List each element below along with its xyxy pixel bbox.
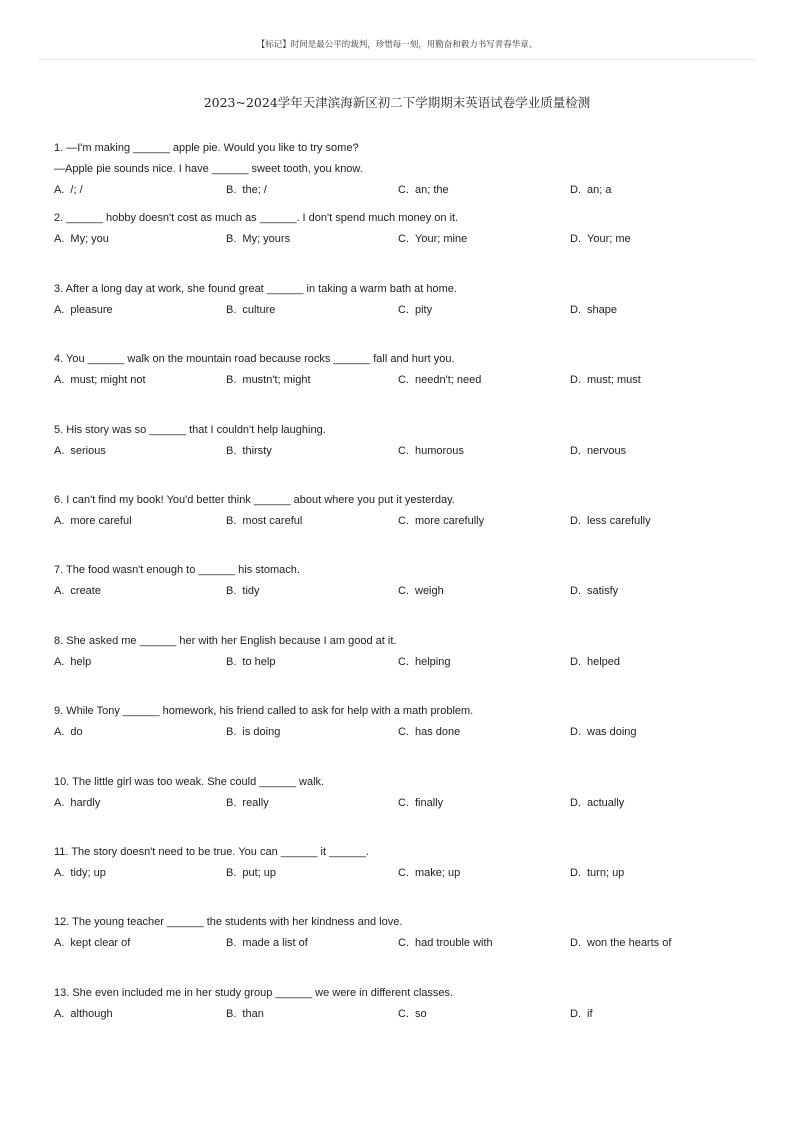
answer-options bbox=[54, 722, 754, 743]
option-letter: B. bbox=[226, 655, 237, 668]
question-item bbox=[54, 349, 754, 419]
option-letter: C. bbox=[398, 444, 409, 457]
question-stem: 4. You ______ walk on the mountain road because rocks ______ fall and hurt you. bbox=[54, 353, 455, 366]
option-text: if bbox=[587, 1007, 593, 1020]
answer-option bbox=[570, 180, 611, 201]
option-letter: B. bbox=[226, 444, 237, 457]
answer-option bbox=[54, 511, 132, 532]
question-stem: 9. While Tony ______ homework, his friend called to ask for help with a math problem. bbox=[54, 705, 474, 718]
question-item bbox=[54, 842, 754, 912]
option-text: turn; up bbox=[587, 866, 625, 879]
option-text: make; up bbox=[415, 866, 461, 879]
answer-option bbox=[398, 441, 464, 462]
option-letter: C. bbox=[398, 655, 409, 668]
header-note: 【标记】时间是最公平的裁判，珍惜每一刻，用勤奋和毅力书写青春华章。 bbox=[256, 40, 538, 50]
answer-option bbox=[398, 1004, 427, 1025]
option-letter: D. bbox=[570, 796, 581, 809]
option-text: shape bbox=[587, 303, 617, 316]
option-letter: B. bbox=[226, 585, 237, 598]
question-stem: 12. The young teacher ______ the students with her kindness and love. bbox=[54, 916, 403, 929]
answer-option bbox=[226, 722, 280, 743]
option-letter: D. bbox=[570, 233, 581, 246]
option-text: culture bbox=[242, 303, 276, 316]
option-text: helped bbox=[587, 655, 621, 668]
option-text: Your; me bbox=[587, 233, 631, 246]
option-letter: C. bbox=[398, 796, 409, 809]
answer-option bbox=[398, 581, 444, 602]
answer-option bbox=[398, 863, 460, 884]
option-text: than bbox=[242, 1007, 264, 1020]
option-text: an; the bbox=[415, 184, 449, 196]
question-item bbox=[54, 701, 754, 771]
option-letter: C. bbox=[398, 184, 409, 196]
answer-options bbox=[54, 933, 754, 954]
option-letter: D. bbox=[570, 655, 581, 668]
option-text: had trouble with bbox=[415, 937, 493, 950]
answer-options bbox=[54, 229, 754, 250]
answer-option bbox=[54, 229, 109, 250]
question-item bbox=[54, 631, 754, 701]
answer-option bbox=[570, 863, 624, 884]
option-text: actually bbox=[587, 796, 625, 809]
question-item bbox=[54, 420, 754, 490]
option-letter: C. bbox=[398, 233, 409, 246]
option-text: My; you bbox=[70, 233, 109, 246]
answer-option bbox=[226, 863, 276, 884]
option-text: hardly bbox=[70, 796, 101, 809]
answer-option bbox=[54, 370, 146, 391]
option-text: is doing bbox=[242, 726, 281, 739]
option-letter: A. bbox=[54, 303, 65, 316]
question-item bbox=[54, 490, 754, 560]
question-stem: 7. The food wasn't enough to ______ his stomach. bbox=[54, 564, 300, 577]
option-letter: B. bbox=[226, 1007, 237, 1020]
answer-option bbox=[570, 441, 626, 462]
option-letter: D. bbox=[570, 374, 581, 387]
option-text: the; / bbox=[242, 184, 267, 196]
answer-option bbox=[54, 863, 106, 884]
answer-option bbox=[570, 300, 617, 321]
answer-option bbox=[226, 441, 272, 462]
answer-options bbox=[54, 300, 754, 321]
answer-option bbox=[54, 581, 101, 602]
option-letter: C. bbox=[398, 374, 409, 387]
option-text: finally bbox=[415, 796, 444, 809]
question-item bbox=[54, 560, 754, 630]
option-text: less carefully bbox=[587, 514, 651, 527]
option-text: weigh bbox=[415, 585, 444, 598]
option-letter: D. bbox=[570, 937, 581, 950]
answer-option bbox=[398, 722, 460, 743]
question-stem: —Apple pie sounds nice. I have ______ sweet tooth, you know. bbox=[54, 163, 363, 175]
option-letter: C. bbox=[398, 303, 409, 316]
question-item bbox=[54, 983, 754, 1053]
answer-option bbox=[226, 933, 308, 954]
option-letter: D. bbox=[570, 303, 581, 316]
option-text: must; might not bbox=[70, 374, 146, 387]
answer-option bbox=[54, 652, 91, 673]
option-text: humorous bbox=[415, 444, 464, 457]
answer-option bbox=[570, 511, 651, 532]
option-letter: B. bbox=[226, 514, 237, 527]
option-text: kept clear of bbox=[70, 937, 131, 950]
option-letter: C. bbox=[398, 514, 409, 527]
option-letter: A. bbox=[54, 655, 65, 668]
option-letter: A. bbox=[54, 184, 65, 196]
option-letter: A. bbox=[54, 514, 65, 527]
option-letter: C. bbox=[398, 585, 409, 598]
option-text: made a list of bbox=[242, 937, 308, 950]
option-text: more carefully bbox=[415, 514, 485, 527]
option-letter: D. bbox=[570, 585, 581, 598]
option-text: needn't; need bbox=[415, 374, 482, 387]
header-divider bbox=[38, 59, 756, 60]
option-letter: B. bbox=[226, 374, 237, 387]
option-letter: D. bbox=[570, 726, 581, 739]
option-letter: C. bbox=[398, 937, 409, 950]
option-text: so bbox=[415, 1007, 427, 1020]
option-text: do bbox=[70, 726, 83, 739]
answer-options bbox=[54, 441, 754, 462]
option-text: more careful bbox=[70, 514, 132, 527]
question-list bbox=[54, 138, 754, 1053]
option-text: won the hearts of bbox=[587, 937, 672, 950]
question-stem: 10. The little girl was too weak. She could ______ walk. bbox=[54, 775, 325, 788]
answer-option bbox=[54, 180, 83, 201]
question-item bbox=[54, 279, 754, 349]
answer-option bbox=[226, 300, 275, 321]
answer-options bbox=[54, 1004, 754, 1025]
option-letter: C. bbox=[398, 866, 409, 879]
option-letter: A. bbox=[54, 233, 65, 246]
answer-option bbox=[54, 722, 83, 743]
option-text: tidy bbox=[242, 585, 260, 598]
option-letter: B. bbox=[226, 184, 237, 196]
answer-option bbox=[570, 652, 620, 673]
option-letter: B. bbox=[226, 937, 237, 950]
option-text: really bbox=[242, 796, 269, 809]
option-letter: B. bbox=[226, 303, 237, 316]
answer-option bbox=[226, 581, 260, 602]
option-text: helping bbox=[415, 655, 451, 668]
answer-option bbox=[398, 933, 493, 954]
answer-option bbox=[54, 933, 130, 954]
answer-option bbox=[226, 1004, 264, 1025]
answer-option bbox=[226, 229, 290, 250]
option-text: was doing bbox=[587, 726, 637, 739]
option-text: serious bbox=[70, 444, 106, 457]
answer-options bbox=[54, 370, 754, 391]
answer-option bbox=[226, 652, 275, 673]
option-text: has done bbox=[415, 726, 461, 739]
option-text: mustn't; might bbox=[242, 374, 311, 387]
answer-option bbox=[570, 1004, 593, 1025]
answer-option bbox=[54, 441, 106, 462]
answer-option bbox=[54, 1004, 113, 1025]
option-text: pleasure bbox=[70, 303, 113, 316]
question-item bbox=[54, 772, 754, 842]
option-letter: D. bbox=[570, 1007, 581, 1020]
option-letter: B. bbox=[226, 233, 237, 246]
question-item bbox=[54, 912, 754, 982]
answer-option bbox=[398, 793, 443, 814]
option-text: satisfy bbox=[587, 585, 619, 598]
answer-option bbox=[226, 511, 302, 532]
option-letter: A. bbox=[54, 866, 65, 879]
option-letter: A. bbox=[54, 796, 65, 809]
option-letter: C. bbox=[398, 726, 409, 739]
option-letter: B. bbox=[226, 796, 237, 809]
option-text: /; / bbox=[70, 184, 83, 196]
option-letter: A. bbox=[54, 585, 65, 598]
option-text: My; yours bbox=[242, 233, 291, 246]
answer-options bbox=[54, 652, 754, 673]
answer-options bbox=[54, 793, 754, 814]
question-stem: 13. She even included me in her study group ______ we were in different classes. bbox=[54, 986, 454, 999]
option-text: help bbox=[70, 655, 92, 668]
option-text: although bbox=[70, 1007, 113, 1020]
question-stem: 11. The story doesn't need to be true. You can ______ it ______. bbox=[54, 845, 369, 858]
answer-option bbox=[570, 370, 641, 391]
option-letter: A. bbox=[54, 374, 65, 387]
question-stem: 2. ______ hobby doesn't cost as much as ______. I don't spend much money on it. bbox=[54, 212, 459, 225]
option-letter: A. bbox=[54, 444, 65, 457]
option-text: thirsty bbox=[242, 444, 272, 457]
option-letter: A. bbox=[54, 1007, 65, 1020]
question-item bbox=[54, 138, 754, 208]
answer-option bbox=[226, 793, 269, 814]
option-text: an; a bbox=[587, 184, 612, 196]
option-letter: A. bbox=[54, 937, 65, 950]
answer-option bbox=[54, 300, 113, 321]
answer-option bbox=[398, 652, 450, 673]
option-letter: B. bbox=[226, 726, 237, 739]
option-letter: B. bbox=[226, 866, 237, 879]
option-text: pity bbox=[415, 303, 433, 316]
answer-option bbox=[570, 933, 671, 954]
question-stem: 5. His story was so ______ that I couldn't help laughing. bbox=[54, 423, 326, 436]
option-text: put; up bbox=[242, 866, 277, 879]
option-text: most careful bbox=[242, 514, 303, 527]
question-stem: 1. —I'm making ______ apple pie. Would you like to try some? bbox=[54, 142, 359, 154]
answer-option bbox=[398, 180, 449, 201]
answer-option bbox=[570, 793, 624, 814]
option-letter: D. bbox=[570, 514, 581, 527]
question-stem: 8. She asked me ______ her with her English because I am good at it. bbox=[54, 634, 397, 647]
option-text: nervous bbox=[587, 444, 627, 457]
option-text: create bbox=[70, 585, 101, 598]
option-letter: C. bbox=[398, 1007, 409, 1020]
answer-options bbox=[54, 863, 754, 884]
answer-option bbox=[398, 229, 467, 250]
answer-option bbox=[54, 793, 100, 814]
answer-option bbox=[570, 229, 631, 250]
answer-options bbox=[54, 581, 754, 602]
question-stem: 6. I can't find my book! You'd better think ______ about where you put it yesterday. bbox=[54, 493, 455, 506]
answer-options bbox=[54, 511, 754, 532]
answer-option bbox=[398, 511, 484, 532]
answer-option bbox=[398, 370, 481, 391]
option-text: must; must bbox=[587, 374, 641, 387]
answer-option bbox=[398, 300, 432, 321]
option-letter: D. bbox=[570, 866, 581, 879]
option-text: tidy; up bbox=[70, 866, 106, 879]
answer-option bbox=[570, 581, 618, 602]
question-stem: 3. After a long day at work, she found great ______ in taking a warm bath at home. bbox=[54, 282, 457, 295]
answer-option bbox=[570, 722, 637, 743]
page-title: 2023~2024学年天津滨海新区初二下学期期末英语试卷学业质量检测 bbox=[203, 95, 591, 110]
option-letter: D. bbox=[570, 184, 581, 196]
option-text: Your; mine bbox=[415, 233, 468, 246]
option-text: to help bbox=[242, 655, 276, 668]
question-item bbox=[54, 208, 754, 278]
answer-option bbox=[226, 180, 267, 201]
answer-options bbox=[54, 180, 754, 201]
option-letter: A. bbox=[54, 726, 65, 739]
option-letter: D. bbox=[570, 444, 581, 457]
answer-option bbox=[226, 370, 311, 391]
